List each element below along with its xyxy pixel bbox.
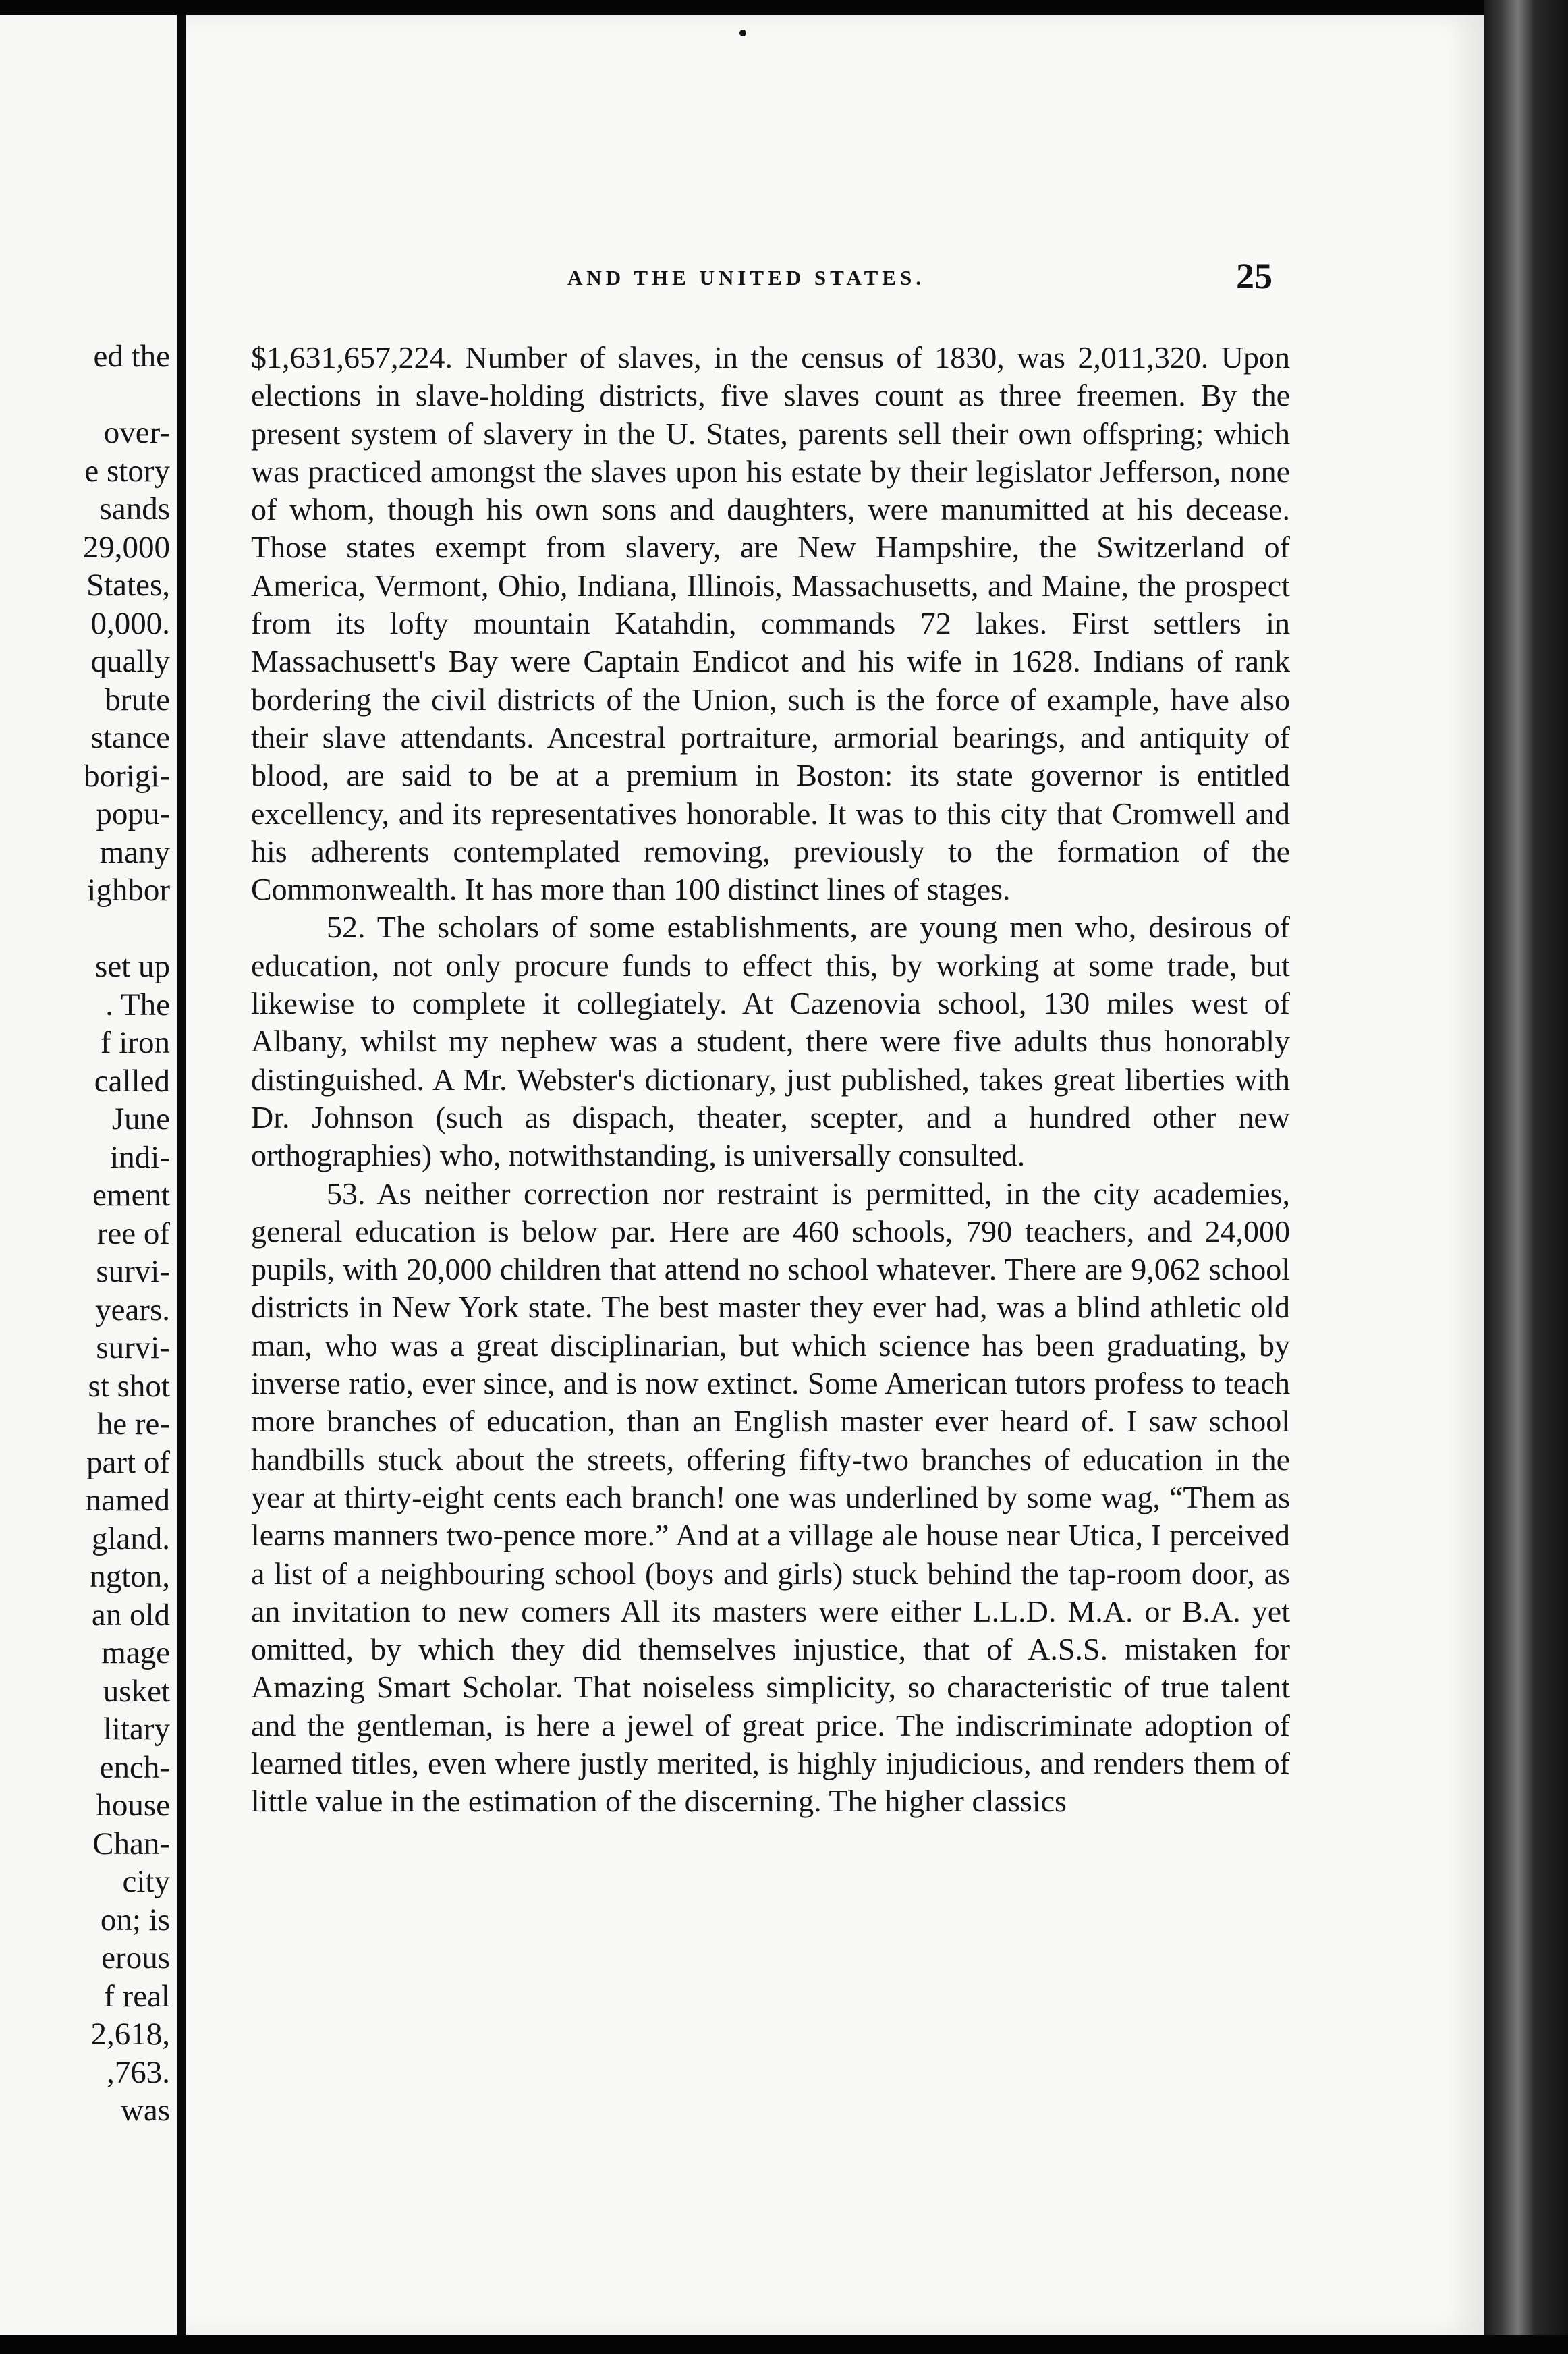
book-page	[186, 15, 1484, 2335]
facing-page-line: States,	[86, 568, 170, 603]
paragraph-continuation: $1,631,657,224. Number of slaves, in the census of 1830, was 2,011,320. Upon elections in slave-holding districts, five slaves count as three freemen. By the present system of slavery in the U. States, parents sell their own offspring; which was practiced amongst the slaves upon his estate by their legislator Jefferson, none of whom, though his own sons and daughters, were manumitted at his decease. Those states exempt from slavery, are New Hampshire, the Switzerland of America, Vermont, Ohio, Indiana, Illinois, Massachusetts, and Maine, the prospect from its lofty mountain Katahdin, commands 72 lakes. First settlers in Massachusett's Bay were Captain Endicot and his wife in 1628. Indians of rank bordering the civil districts of the Union, such is the force of example, have also their slave attendants. Ancestral portraiture, armorial bearings, and antiquity of blood, are said to be at a premium in Boston: its state governor is entitled excellency, and its representatives honorable. It was to this city that Cromwell and his adherents contemplated removing, previously to the formation of the Commonwealth. It has more than 100 distinct lines of stages.	[251, 340, 1290, 907]
facing-page-line: city	[122, 1864, 170, 1899]
facing-page-line: popu-	[96, 796, 170, 831]
facing-page-line: gland.	[91, 1521, 170, 1556]
facing-page-line: usket	[103, 1673, 170, 1709]
facing-page-line: brute	[105, 682, 170, 717]
facing-page-line: June	[111, 1101, 170, 1137]
facing-page-line	[0, 376, 170, 414]
facing-page-text	[0, 337, 170, 2130]
facing-page-line: survi-	[96, 1330, 170, 1365]
paragraph-53: 53. As neither correction nor restraint is permitted, in the city academies, general education is below par. Here are 460 schools, 790 teachers, and 24,000 pupils, with 20,000 children that attend no school whatever. There are 9,062 school districts in New York state. The best master they ever had, was a blind athletic old man, who was a great disciplinarian, but which science has been graduating, by inverse ratio, ever since, and is now extinct. Some American tutors profess to teach more branches of education, than an English master ever heard of. I saw school handbills stuck about the streets, offering fifty-two branches of education in the year at thirty-eight cents each branch! one was underlined by some wag, “Them as learns manners two-pence more.” And at a village ale house near Utica, I perceived a list of a neighbouring school (boys and girls) stuck behind the tap-room door, as an invitation to new comers All its masters were either L.L.D. M.A. or B.A. yet omitted, by which they did themselves injustice, that of A.S.S. mistaken for Amazing Smart Scholar. That noiseless simplicity, so characteristic of true talent and the gentleman, is here a jewel of great price. The indiscriminate adoption of learned titles, even where justly merited, is highly injudicious, and renders them of little value in the estimation of the discerning. The higher classics	[251, 1176, 1290, 1819]
facing-page-line: litary	[103, 1712, 170, 1747]
page-number: 25	[1236, 256, 1272, 296]
facing-page-line: mage	[101, 1635, 170, 1670]
facing-page-line: part of	[86, 1444, 170, 1480]
facing-page-line: was	[120, 2093, 170, 2128]
facing-page-line	[0, 910, 170, 948]
facing-page-line: set up	[95, 949, 170, 984]
facing-page-line: ree of	[96, 1215, 170, 1251]
facing-page-line: sands	[99, 491, 170, 526]
running-head	[186, 256, 1484, 306]
facing-page-line: borigi-	[84, 758, 170, 794]
facing-page-line: called	[94, 1063, 170, 1099]
facing-page-line: ighbor	[87, 873, 170, 908]
page-body	[251, 339, 1290, 1821]
facing-page-line: on; is	[100, 1902, 170, 1938]
facing-page-line: erous	[101, 1940, 170, 1975]
facing-page-line: f real	[104, 1978, 170, 2014]
facing-page-line: ,763.	[107, 2054, 170, 2090]
facing-page-line: survi-	[96, 1254, 170, 1289]
facing-page-line: qually	[90, 644, 170, 679]
facing-page-line: many	[99, 834, 170, 870]
facing-page-line: e story	[84, 453, 170, 489]
facing-page-line: f iron	[100, 1025, 170, 1060]
scan-border-top	[0, 0, 1568, 15]
facing-page-line: Chan-	[92, 1826, 170, 1861]
facing-page-line: 2,618,	[90, 2017, 170, 2052]
facing-page-line: 29,000	[82, 529, 170, 565]
facing-page-line: st shot	[88, 1368, 170, 1404]
page-gutter	[177, 15, 186, 2335]
scan-border-bottom	[0, 2335, 1568, 2354]
facing-page-line: house	[96, 1788, 170, 1823]
running-head-title: AND THE UNITED STATES.	[567, 266, 925, 290]
facing-page-line: over-	[103, 415, 170, 450]
scan-speck	[739, 30, 746, 36]
facing-page-line: indi-	[110, 1139, 170, 1175]
facing-page-line: stance	[90, 720, 170, 755]
facing-page-line: ement	[92, 1178, 170, 1213]
facing-page-line: an old	[91, 1597, 170, 1633]
facing-page-line: ngton,	[90, 1559, 170, 1594]
facing-page-line: ench-	[99, 1749, 170, 1785]
facing-page-line: years.	[95, 1292, 170, 1327]
book-edge	[1484, 0, 1568, 2354]
facing-page-line: 0,000.	[90, 605, 170, 641]
facing-page-line: named	[85, 1483, 170, 1518]
facing-page-line: ed the	[93, 339, 170, 374]
facing-page-line: he re-	[96, 1406, 170, 1442]
facing-page-line: . The	[105, 987, 170, 1022]
paragraph-52: 52. The scholars of some establishments, are young men who, desirous of education, not only procure funds to effect this, by working at some trade, but likewise to complete it collegiately. At Cazenovia school, 130 miles west of Albany, whilst my nephew was a student, there were five adults thus honorably distinguished. A Mr. Webster's dictionary, just published, takes great liberties with Dr. Johnson (such as dispach, theater, scepter, and a hundred other new orthographies) who, notwithstanding, is universally consulted.	[251, 910, 1290, 1173]
facing-page-fragment	[0, 15, 177, 2335]
